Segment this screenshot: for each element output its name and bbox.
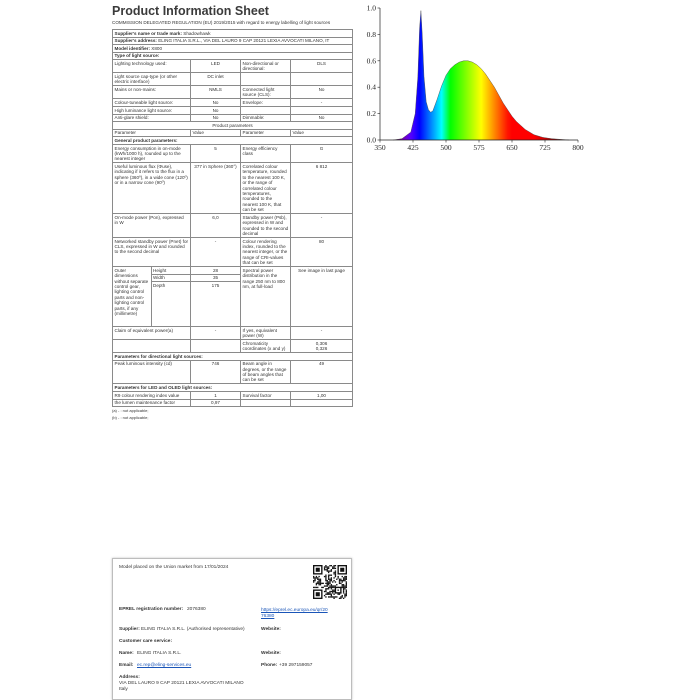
param-value: 6,0 xyxy=(191,214,241,238)
col-value: Value xyxy=(291,129,353,137)
type-row xyxy=(113,106,353,114)
claim-value: - xyxy=(191,326,241,339)
general-row xyxy=(113,144,353,162)
general-header-row xyxy=(113,137,353,145)
x-tick-label: 650 xyxy=(506,143,518,152)
type-label: Mains or non-mains: xyxy=(113,86,191,99)
name-label: Name: xyxy=(119,651,134,656)
led-value xyxy=(291,399,353,407)
address-value: ELING ITALIA S.R.L., VIA DEL LAURO 9 CAP 20121 LEXIA AVVOCATI MILANO, IT xyxy=(158,38,330,44)
led-label xyxy=(241,399,291,407)
beam-angle-label: Beam angle in degrees, or the range of beam angles that can be set xyxy=(241,360,291,384)
address-label: Address: xyxy=(119,675,140,680)
param-value: 80 xyxy=(291,238,353,267)
general-row xyxy=(113,214,353,238)
param-value: - xyxy=(291,214,353,238)
led-value: 0,97 xyxy=(191,399,241,407)
col-parameter: Parameter xyxy=(241,129,291,137)
y-tick-label: 0.2 xyxy=(366,109,376,119)
type-value: - xyxy=(291,99,353,107)
led-row xyxy=(113,391,353,399)
type-row xyxy=(113,99,353,107)
col-parameter: Parameter xyxy=(113,129,191,137)
chromaticity-x: 0,306 xyxy=(315,340,328,346)
type-row xyxy=(113,73,353,86)
eprel-reg-label: EPREL registration number: xyxy=(119,607,184,612)
param-label: Networked standby power (Pnet) for CLS, expressed in W and rounded to the second decimal xyxy=(113,238,191,267)
type-label: Anti-glare shield: xyxy=(113,114,191,122)
chromaticity-label: Chromaticity coordinates (x and y) xyxy=(241,339,291,352)
type-value: LED xyxy=(191,60,241,73)
led-label: Survival factor xyxy=(241,391,291,399)
footnote-b: (b) - : not applicable; xyxy=(112,415,149,421)
type-label: Light source cap-type (or other electric interface) xyxy=(113,73,191,86)
supplier-row xyxy=(113,30,353,38)
dimensions-label: Outer dimensions without separate control gear, lighting control parts and non-lighting control parts, if any (millimetre) xyxy=(113,267,151,326)
type-value xyxy=(291,73,353,86)
led-header: Parameters for LED and OLED light sources: xyxy=(113,384,353,392)
peak-intensity-value: 746 xyxy=(191,360,241,384)
type-label: Non-directional or directional: xyxy=(241,60,291,73)
type-label: Envelope: xyxy=(241,99,291,107)
address-row xyxy=(113,37,353,45)
type-row xyxy=(113,114,353,122)
beam-angle-value: 49 xyxy=(291,360,353,384)
type-header-row xyxy=(113,52,353,60)
name-value: ELING ITALIA S.R.L. xyxy=(137,651,182,656)
general-row xyxy=(113,238,353,267)
params-header-row xyxy=(113,122,353,130)
type-label: Dimmable: xyxy=(241,114,291,122)
type-label: High luminance light source: xyxy=(113,106,191,114)
type-value: No xyxy=(191,106,241,114)
type-value: DC inlet xyxy=(191,73,241,86)
supplier-label: Supplier: xyxy=(119,627,140,632)
type-label: Lighting technology used: xyxy=(113,60,191,73)
param-value: 6 812 xyxy=(291,163,353,214)
model-value: X800 xyxy=(151,45,162,51)
param-label: Useful luminous flux (Φuse), indicating if it refers to the flux in a sphere (360º), in a wide cone (120º) or in a narrow cone (90º) xyxy=(113,163,191,214)
email-label: Email: xyxy=(119,663,134,668)
address-country: Italy xyxy=(119,687,128,692)
x-tick-label: 500 xyxy=(440,143,452,152)
claim-row xyxy=(113,326,353,339)
address-value: VIA DEL LAURO 9 CAP 20121 LEXIA AVVOCATI MILANO xyxy=(119,681,244,686)
led-value: 1 xyxy=(191,391,241,399)
col-value: Value xyxy=(191,129,241,137)
x-tick-label: 350 xyxy=(374,143,386,152)
customer-care-header: Customer care service: xyxy=(119,639,173,644)
width-label: Width xyxy=(151,274,191,282)
address-label: Supplier's address: xyxy=(114,38,157,44)
type-value: No xyxy=(191,114,241,122)
y-tick-label: 0.6 xyxy=(366,56,376,66)
model-label: Model identifier: xyxy=(114,45,150,51)
peak-intensity-label: Peak luminous intensity (cd) xyxy=(113,360,191,384)
param-value: 377 in Sphere (360°) xyxy=(191,163,241,214)
spectrum-fill-layer xyxy=(393,10,570,140)
x-tick-label: 425 xyxy=(407,143,419,152)
type-value: DLS xyxy=(291,60,353,73)
supplier-value: ELING ITALIA S.R.L. (Authorised representative) xyxy=(141,627,245,632)
param-value: 5 xyxy=(191,144,241,162)
chromaticity-y: 0,326 xyxy=(315,345,328,351)
footnote-a: (a) - : not applicable; xyxy=(112,408,149,414)
claim-label: Claim of equivalent power(a) xyxy=(114,327,173,333)
param-label: Correlated colour temperature, rounded to the nearest 100 K, or the range of correlated colour temperatures, rounded to the nearest 100 K, that can be set xyxy=(241,163,291,214)
general-row xyxy=(113,163,353,214)
eprel-link[interactable]: https://eprel.ec.europa.eu/qr/20 xyxy=(261,608,328,613)
chromaticity-row xyxy=(113,339,353,352)
width-value: 35 xyxy=(191,275,240,283)
param-value: - xyxy=(191,238,241,267)
type-value: No xyxy=(291,86,353,99)
param-label: Colour rendering index, rounded to the nearest integer, or the range of CRI-values that can be set xyxy=(241,238,291,267)
param-value: G xyxy=(291,144,353,162)
led-value: 1,00 xyxy=(291,391,353,399)
equiv-power-value: - xyxy=(291,326,353,339)
qr-code[interactable] xyxy=(313,565,347,599)
depth-value: 175 xyxy=(211,283,220,288)
column-header-row xyxy=(113,129,353,137)
type-value: NMLS xyxy=(191,86,241,99)
y-tick-label: 1.0 xyxy=(366,3,376,13)
type-label: Connected light source (CLS): xyxy=(241,86,291,99)
param-label: Energy consumption in on-mode (kWh/1000 h), rounded up to the nearest integer xyxy=(113,144,191,162)
type-label xyxy=(241,106,291,114)
eprel-link-cont[interactable]: 76380 xyxy=(261,614,275,619)
led-label: R9 colour rendering index value xyxy=(113,391,191,399)
regulation-text: COMMISSION DELEGATED REGULATION (EU) 2019/2015 with regard to energy labelling of light sources xyxy=(112,20,331,25)
dimensions-row xyxy=(113,267,353,327)
height-label: Height xyxy=(151,267,191,274)
spd-label: Spectral power distribution in the range 250 nm to 800 nm, at full-load xyxy=(241,267,291,327)
website2-label: Website: xyxy=(261,651,281,656)
directional-header: Parameters for directional light sources: xyxy=(113,352,353,360)
x-tick-label: 800 xyxy=(572,143,584,152)
website-label: Website: xyxy=(261,627,281,632)
param-label: On-mode power (Pon), expressed in W xyxy=(113,214,191,238)
type-label: Colour-tuneable light source: xyxy=(113,99,191,107)
type-header: Type of light source: xyxy=(113,52,353,60)
directional-header-row xyxy=(113,352,353,360)
param-label: Standby power (Psb), expressed in W and rounded to the second decimal xyxy=(241,214,291,238)
directional-row xyxy=(113,360,353,384)
type-value: No xyxy=(191,99,241,107)
param-label: Energy efficiency class xyxy=(241,144,291,162)
product-information-sheet xyxy=(112,4,352,538)
x-tick-label: 575 xyxy=(473,143,485,152)
model-row xyxy=(113,45,353,53)
led-header-row xyxy=(113,384,353,392)
y-tick-label: 0.4 xyxy=(366,82,376,92)
params-header: Product parameters xyxy=(113,122,353,130)
led-label: the lumen maintenance factor xyxy=(113,399,191,407)
eprel-card xyxy=(112,558,352,700)
supplier-label: Supplier's name or trade mark: xyxy=(114,30,182,36)
phone-label: Phone: xyxy=(261,663,278,668)
type-label xyxy=(241,73,291,86)
supplier-value: Shadowhawk xyxy=(183,30,211,36)
type-row xyxy=(113,86,353,99)
market-text: Model placed on the Union market from 17/01/2024 xyxy=(119,565,229,570)
sheet-title: Product Information Sheet xyxy=(112,4,269,18)
type-row xyxy=(113,60,353,73)
led-row xyxy=(113,399,353,407)
y-tick-label: 0.0 xyxy=(366,135,376,145)
type-value xyxy=(291,106,353,114)
email-link[interactable]: ec.rep@eling-services.eu xyxy=(137,663,192,668)
general-header: General product parameters: xyxy=(113,137,353,145)
depth-label: Depth xyxy=(153,283,166,288)
height-value: 28 xyxy=(191,267,240,275)
equiv-power-label: If yes, equivalent power (W) xyxy=(241,326,291,339)
type-value: No xyxy=(291,114,353,122)
x-tick-label: 725 xyxy=(539,143,551,152)
eprel-reg-value: 2076380 xyxy=(187,607,206,612)
y-tick-label: 0.8 xyxy=(366,29,376,39)
product-info-table xyxy=(112,29,353,407)
phone-value: +39 297159057 xyxy=(279,663,313,668)
spectral-power-distribution-chart xyxy=(364,0,588,156)
spd-value: See image in last page xyxy=(291,267,353,327)
